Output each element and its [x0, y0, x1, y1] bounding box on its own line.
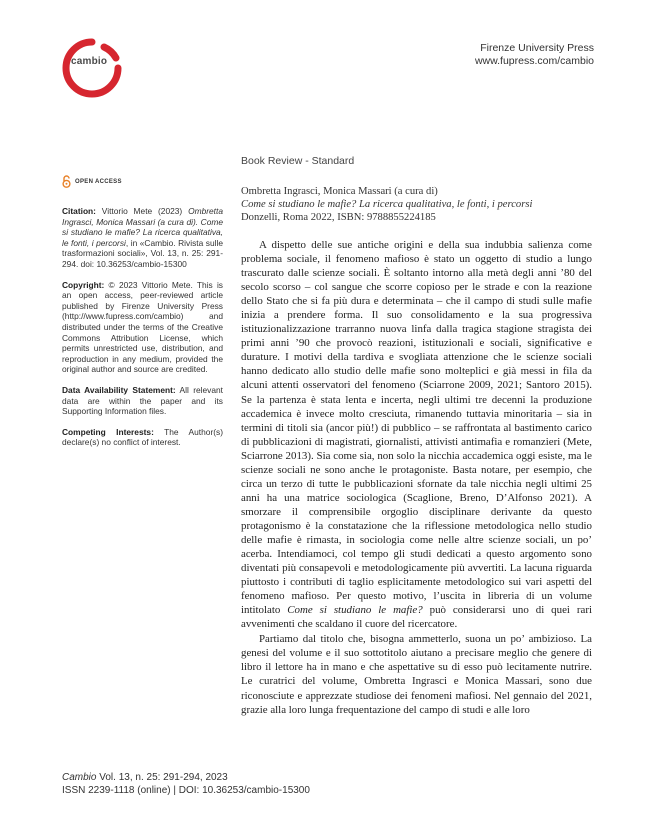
body-paragraph-1 — [241, 238, 592, 631]
citation-text-pre: Vittorio Mete (2023) — [95, 206, 189, 216]
article-info-sidebar — [62, 206, 223, 458]
review-body — [241, 238, 592, 717]
body-p1-italic-title: Come si studiano le mafie? — [287, 604, 423, 617]
publisher-url[interactable]: www.fupress.com/cambio — [474, 55, 594, 67]
data-availability-paragraph — [62, 385, 223, 417]
open-access-icon — [62, 175, 71, 188]
citation-paragraph — [62, 206, 223, 270]
body-paragraph-2: Partiamo dal titolo che, bisogna ammetterlo, suona un po’ ambizioso. La genesi del volume e il suo sottotitolo aiutano a precisare meglio che genere di libro il lettore ha in mano e che aspettative su di esso può lecitamente nutrire. Le curatrici del volume, Ombretta Ingrasci e Monica Massari, sono due riconosciute e apprezzate studiose dei fenomeni mafiosi. Nel gennaio del 2021, grazie alla loro lunga frequentazione del campo di studi e alle loro — [241, 633, 592, 716]
footer-citation — [62, 771, 310, 784]
publisher-block — [475, 42, 594, 68]
section-label: Book Review - Standard — [241, 155, 355, 167]
competing-interests-text: The Author(s) declare(s) no conflict of interest. — [62, 426, 223, 448]
competing-interests-paragraph — [62, 427, 223, 448]
review-header — [241, 185, 591, 224]
footer-issn-doi: ISSN 2239-1118 (online) | DOI: 10.36253/cambio-15300 — [62, 785, 310, 796]
open-access-label: OPEN ACCESS — [75, 178, 122, 185]
citation-title: Ombretta Ingrasci, Monica Massari (a cura di). Come si studiano le mafie? La ricerca qualitativa, le fonti, i percorsi — [62, 206, 223, 248]
book-title: Come si studiano le mafie? La ricerca qualitativa, le fonti, i percorsi — [241, 199, 533, 210]
data-availability-label: Data Availability Statement: — [62, 384, 176, 395]
page-footer — [62, 771, 310, 797]
copyright-text: © 2023 Vittorio Mete. This is an open access, peer-reviewed article published by Firenze University Press (http://www.fupress.com/cambio) and distributed under the terms of the Creative Commons Attribution License, which permits unrestricted use, distribution, and reproduction in any medium, provided the original author and source are credited. — [62, 279, 223, 375]
cambio-logo — [62, 38, 122, 98]
copyright-paragraph — [62, 280, 223, 375]
footer-journal: Cambio — [62, 772, 97, 783]
competing-interests-label: Competing Interests: — [62, 426, 154, 437]
open-access-badge — [62, 175, 122, 188]
body-p1-text-b: può considerarsi uno di quei rari avvenimenti che scaldano il cuore del ricercatore. — [241, 604, 592, 631]
logo-text: cambio — [71, 56, 108, 67]
book-publication: Donzelli, Roma 2022, ISBN: 9788855224185 — [241, 212, 436, 223]
book-authors: Ombretta Ingrasci, Monica Massari (a cura di) — [241, 186, 438, 197]
publisher-name: Firenze University Press — [480, 42, 594, 54]
citation-text-post: , in «Cambio. Rivista sulle trasformazioni sociali», Vol. 13, n. 25: 291-294. doi: 10.36253/cambio-15300 — [62, 237, 223, 269]
copyright-label: Copyright: — [62, 279, 105, 290]
citation-label: Citation: — [62, 206, 96, 216]
data-availability-text: All relevant data are within the paper and its Supporting Information files. — [62, 384, 223, 417]
footer-volume: Vol. 13, n. 25: 291-294, 2023 — [96, 772, 228, 783]
body-p1-text-a: A dispetto delle sue antiche origini e della sua indubbia salienza come problema sociale, il fenomeno mafioso è stato un oggetto di studio a lungo trascurato dalle scienze sociali. È soltanto intorno alla metà degli anni ’80 del secolo scorso – col sangue che scorre copioso per le strade e con la reazione dello Stato che si fa più dura e determinata – che il campo di studi sulle mafie inizia a prendere forma. Il suo consolidamento e la sua progressiva istituzionalizzazione trarranno nuova linfa dalla tragica stagione stragista dei primi anni ’90 che provocò reazioni, istituzionali e sociali, significative e durature. I motivi della tardiva e svogliata attenzione che le scienze sociali hanno dedicato allo studio delle mafie sono molteplici e già messi in fila da alcuni attenti osservatori del fenomeno (Sciarrone 2009, 2021; Santoro 2015). Se la partenza è stata lenta e incerta, negli ultimi tre decenni la produzione accademica è invece molto cresciuta, rimanendo tuttavia minoritaria – sia in termini di titoli sia (ancor più!) di pubblico – se raffrontata al bastimento carico di pubblicazioni di magistrati, giornalisti, attivisti antimafia e romanzieri (Mete, Sciarrone 2013). Sia come sia, non solo la nicchia accademica oggi esiste, ma le scienze sociali ne sono anche le protagoniste. Basta notare, per esempio, che circa un terzo di tutte le pubblicazioni sfornate da tale nicchia negli ultimi 25 anni ha una matrice sociologica (Scaglione, Breno, D’Alfonso 2021). A smorzare il comprensibile orgoglio disciplinare derivante da questo protagonismo è la constatazione che la riflessione metodologica nello studio delle mafie è rimasta, in sociologia come nelle altre scienze sociali, un po’ acerba. Intendiamoci, col tempo gli studi dedicati a questo argomento sono diventati più consapevoli e metodologicamente più avvertiti. La lacuna riguarda piuttosto i contributi di taglio esplicitamente metodologico sui vari aspetti del fenomeno mafioso. Per questo motivo, l’uscita in libreria di un volume intitolato — [241, 239, 592, 617]
